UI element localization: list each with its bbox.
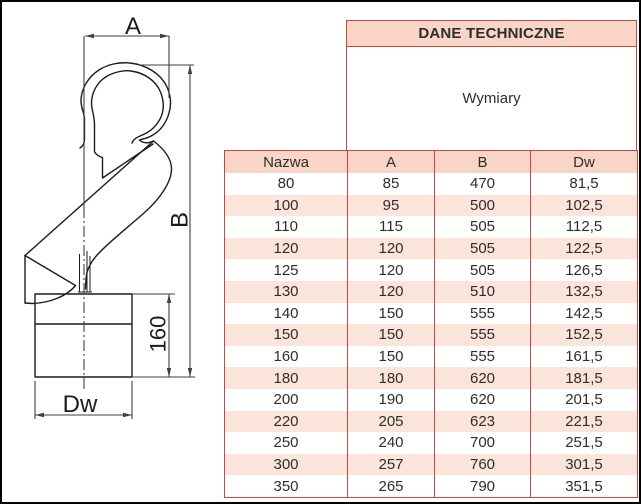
table-cell: 100 [225, 195, 348, 217]
table-cell: 112,5 [531, 216, 638, 238]
table-cell: 623 [435, 411, 531, 433]
dim-a-arrow-left [85, 34, 94, 38]
table-cell: 120 [348, 281, 435, 303]
table-cell: 130 [225, 281, 348, 303]
table-cell: 555 [435, 303, 531, 325]
table-row [225, 281, 638, 303]
table-cell: 180 [225, 367, 348, 389]
table-header-cell: Dw [531, 151, 638, 174]
table-cell: 510 [435, 281, 531, 303]
table-cell: 505 [435, 216, 531, 238]
table-cell: 120 [348, 259, 435, 281]
table-cell: 350 [225, 475, 348, 497]
table-cell: 220 [225, 411, 348, 433]
dim-a-arrow-right [160, 34, 169, 38]
dim-160-arrow-bottom [167, 368, 171, 377]
table-cell: 95 [348, 195, 435, 217]
table-header-cell: B [435, 151, 531, 174]
table-row [225, 195, 638, 217]
dimension-annotations [35, 13, 195, 419]
dim-dw-arrow-right [123, 413, 132, 417]
table-cell: 300 [225, 454, 348, 476]
table-row [225, 389, 638, 411]
table-cell: 700 [435, 432, 531, 454]
table-cell: 180 [348, 367, 435, 389]
table-title: DANE TECHNICZNE [347, 21, 636, 47]
table-cell: 181,5 [531, 367, 638, 389]
table-cell: 160 [225, 346, 348, 368]
table-cell: 126,5 [531, 259, 638, 281]
table-cell: 221,5 [531, 411, 638, 433]
table-cell: 205 [348, 411, 435, 433]
dim-dw-arrow-left [35, 413, 44, 417]
table-row [225, 216, 638, 238]
table-cell: 301,5 [531, 454, 638, 476]
table-cell: 190 [348, 389, 435, 411]
table-cell: 102,5 [531, 195, 638, 217]
dim-dw-label: Dw [62, 391, 98, 418]
technical-data-box [346, 20, 637, 150]
table-cell: 150 [348, 303, 435, 325]
table-cell: 125 [225, 259, 348, 281]
table-cell: 122,5 [531, 238, 638, 260]
table-cell: 760 [435, 454, 531, 476]
table-cell: 555 [435, 324, 531, 346]
table-cell: 150 [348, 346, 435, 368]
table-row [225, 454, 638, 476]
cowl-outer-outline-path [80, 63, 172, 289]
dim-160-label: 160 [145, 315, 171, 353]
table-row [225, 303, 638, 325]
dim-b-arrow-bottom [188, 368, 192, 377]
table-header-cell: Nazwa [225, 151, 348, 174]
dimensions-table [224, 150, 638, 498]
table-cell: 470 [435, 173, 531, 195]
table-row [225, 367, 638, 389]
table-cell: 620 [435, 367, 531, 389]
table-cell: 132,5 [531, 281, 638, 303]
table-cell: 150 [225, 324, 348, 346]
table-cell: 790 [435, 475, 531, 497]
table-cell: 240 [348, 432, 435, 454]
table-cell: 110 [225, 216, 348, 238]
table-cell: 120 [225, 238, 348, 260]
table-cell: 201,5 [531, 389, 638, 411]
table-header-cell: A [348, 151, 435, 174]
table-cell: 500 [435, 195, 531, 217]
table-cell: 81,5 [531, 173, 638, 195]
table-cell: 152,5 [531, 324, 638, 346]
table-cell: 150 [348, 324, 435, 346]
table-cell: 257 [348, 454, 435, 476]
table-cell: 555 [435, 346, 531, 368]
dimensions-table-head [225, 151, 638, 174]
table-row [225, 238, 638, 260]
table-cell: 142,5 [531, 303, 638, 325]
table-row [225, 324, 638, 346]
table-row [225, 475, 638, 497]
table-cell: 80 [225, 173, 348, 195]
table-cell: 161,5 [531, 346, 638, 368]
table-row [225, 411, 638, 433]
table-header-row [225, 151, 638, 174]
cowl-inner-loop-path [92, 71, 164, 152]
table-row [225, 432, 638, 454]
table-subtitle: Wymiary [462, 90, 521, 107]
table-cell: 351,5 [531, 475, 638, 497]
dimensions-table-body [225, 173, 638, 497]
table-row [225, 346, 638, 368]
table-cell: 140 [225, 303, 348, 325]
table-cell: 620 [435, 389, 531, 411]
elbow-slant-cut-path [25, 256, 76, 286]
dim-a-label: A [124, 13, 142, 40]
duct-diagonal-path [25, 141, 154, 256]
dim-160-arrow-top [167, 294, 171, 303]
table-cell: 250 [225, 432, 348, 454]
dim-b-arrow-top [188, 65, 192, 74]
table-cell: 265 [348, 475, 435, 497]
table-row [225, 173, 638, 195]
table-cell: 505 [435, 259, 531, 281]
table-cell: 505 [435, 238, 531, 260]
table-cell: 115 [348, 216, 435, 238]
table-row [225, 259, 638, 281]
table-cell: 85 [348, 173, 435, 195]
technical-drawing [2, 2, 232, 504]
table-cell: 200 [225, 389, 348, 411]
table-cell: 120 [348, 238, 435, 260]
table-cell: 251,5 [531, 432, 638, 454]
dim-b-label: B [166, 211, 194, 229]
